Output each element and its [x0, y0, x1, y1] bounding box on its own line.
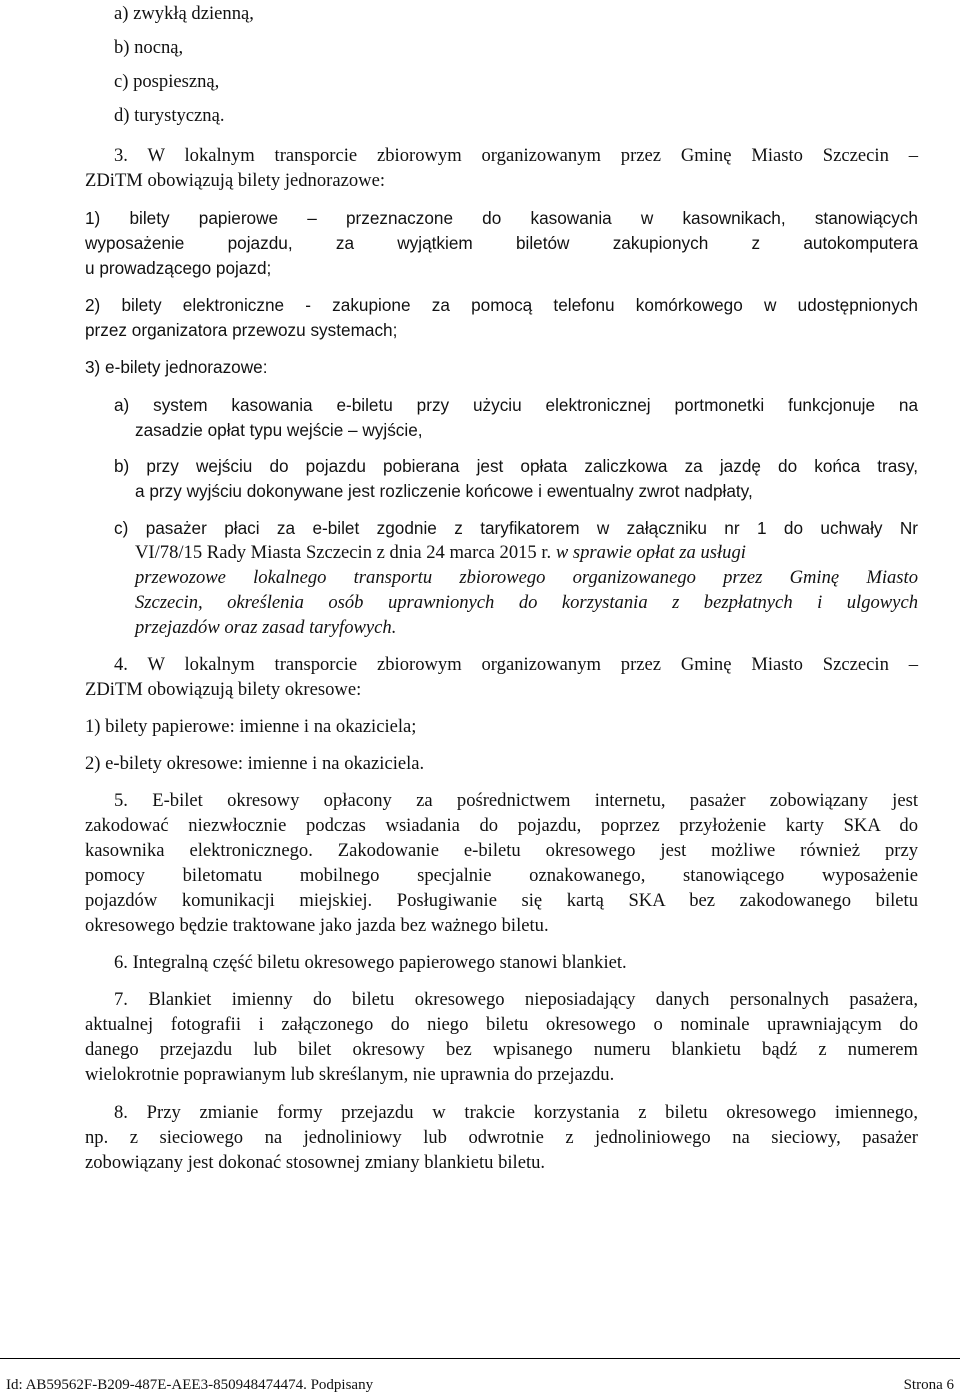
p7-line-1: 7. Blankiet imienny do biletu okresowego nieposiadający danych personalnych pasażera, — [114, 989, 918, 1010]
footer-page-number: Strona 6 — [903, 1377, 954, 1393]
p3-sub-c-plain: VI/78/15 Rady Miasta Szczecin z dnia 24 marca 2015 r. — [135, 542, 552, 563]
p5-line-6: okresowego będzie traktowane jako jazda bez ważnego biletu. — [85, 915, 549, 936]
footer-id: Id: AB59562F-B209-487E-AEE3-850948474474. Podpisany — [6, 1377, 374, 1393]
p3-sub-c-line-3: przewozowe lokalnego transportu zbiorowego organizowanego przez Gminę Miasto — [135, 567, 918, 588]
p7-line-4: wielokrotnie poprawianym lub skreślanym, nie uprawnia do przejazdu. — [85, 1064, 615, 1085]
p3-sub-a-line-2: zasadzie opłat typu wejście – wyjście, — [135, 420, 423, 440]
p3-sub-c-line-1: c) pasażer płaci za e-bilet zgodnie z taryfikatorem w załączniku nr 1 do uchwały Nr — [114, 518, 918, 538]
p4-line-1: 4. W lokalnym transporcie zbiorowym organizowanym przez Gminę Miasto Szczecin – — [114, 654, 918, 675]
p3-sub-c-italic: w sprawie opłat za usługi — [555, 542, 746, 563]
p8-line-3: zobowiązany jest dokonać stosownej zmiany blankietu biletu. — [85, 1152, 546, 1173]
p7-line-2: aktualnej fotografii i załączonego do niego biletu okresowego o nominale uprawniającym do — [85, 1014, 918, 1035]
list-item-d: d) turystyczną. — [114, 105, 225, 126]
p3-item1-line-3: u prowadzącego pojazd; — [85, 258, 272, 278]
p3-sub-b-line-2: a przy wyjściu dokonywane jest rozliczenie końcowe i ewentualny zwrot nadpłaty, — [135, 481, 753, 501]
p5-line-3: kasownika elektronicznego. Zakodowanie e-biletu okresowego jest możliwe również przy — [85, 840, 918, 861]
p7-line-3: danego przejazdu lub bilet okresowy bez wpisanego numeru blankietu bądź z numerem — [85, 1039, 918, 1060]
p5-line-1: 5. E-bilet okresowy opłacony za pośrednictwem internetu, pasażer zobowiązany jest — [114, 790, 918, 811]
p3-line-2: ZDiTM obowiązują bilety jednorazowe: — [85, 170, 385, 191]
list-item-a: a) zwykłą dzienną, — [114, 3, 254, 24]
p8-line-2: np. z sieciowego na jednoliniowy lub odwrotnie z jednoliniowego na sieciowy, pasażer — [85, 1127, 918, 1148]
p3-item3: 3) e-bilety jednorazowe: — [85, 357, 268, 377]
page-footer — [0, 1358, 960, 1392]
p4-line-2: ZDiTM obowiązują bilety okresowe: — [85, 679, 362, 700]
p6: 6. Integralną część biletu okresowego papierowego stanowi blankiet. — [114, 952, 627, 973]
p3-sub-c-line-5: przejazdów oraz zasad taryfowych. — [135, 617, 397, 638]
p5-line-2: zakodować niezwłocznie podczas wsiadania do pojazdu, poprzez przyłożenie karty SKA do — [85, 815, 918, 836]
p3-sub-b-line-1: b) przy wejściu do pojazdu pobierana jest opłata zaliczkowa za jazdę do końca trasy, — [114, 456, 918, 476]
p5-line-4: pomocy biletomatu mobilnego specjalnie oznakowanego, stanowiącego wyposażenie — [85, 865, 918, 886]
p3-line-1: 3. W lokalnym transporcie zbiorowym organizowanym przez Gminę Miasto Szczecin – — [114, 145, 918, 166]
p3-item2-line-2: przez organizatora przewozu systemach; — [85, 320, 398, 340]
p3-item1-line-1: 1) bilety papierowe – przeznaczone do kasowania w kasownikach, stanowiących — [85, 208, 918, 228]
p5-line-5: pojazdów komunikacji miejskiej. Posługiwanie się kartą SKA bez zakodowanego biletu — [85, 890, 918, 911]
list-item-b: b) nocną, — [114, 37, 184, 58]
p3-sub-a-line-1: a) system kasowania e-biletu przy użyciu elektronicznej portmonetki funkcjonuje na — [114, 395, 918, 415]
list-item-c: c) pospieszną, — [114, 71, 220, 92]
p3-item1-line-2: wyposażenie pojazdu, za wyjątkiem biletów zakupionych z autokomputera — [85, 233, 918, 253]
p4-item-1: 1) bilety papierowe: imienne i na okaziciela; — [85, 716, 417, 737]
p3-sub-c-line-2 — [135, 541, 746, 565]
p4-item-2: 2) e-bilety okresowe: imienne i na okaziciela. — [85, 753, 425, 774]
p3-item2-line-1: 2) bilety elektroniczne - zakupione za pomocą telefonu komórkowego w udostępnionych — [85, 295, 918, 315]
p8-line-1: 8. Przy zmianie formy przejazdu w trakcie korzystania z biletu okresowego imiennego, — [114, 1102, 918, 1123]
p3-sub-c-line-4: Szczecin, określenia osób uprawnionych do korzystania z bezpłatnych i ulgowych — [135, 592, 918, 613]
